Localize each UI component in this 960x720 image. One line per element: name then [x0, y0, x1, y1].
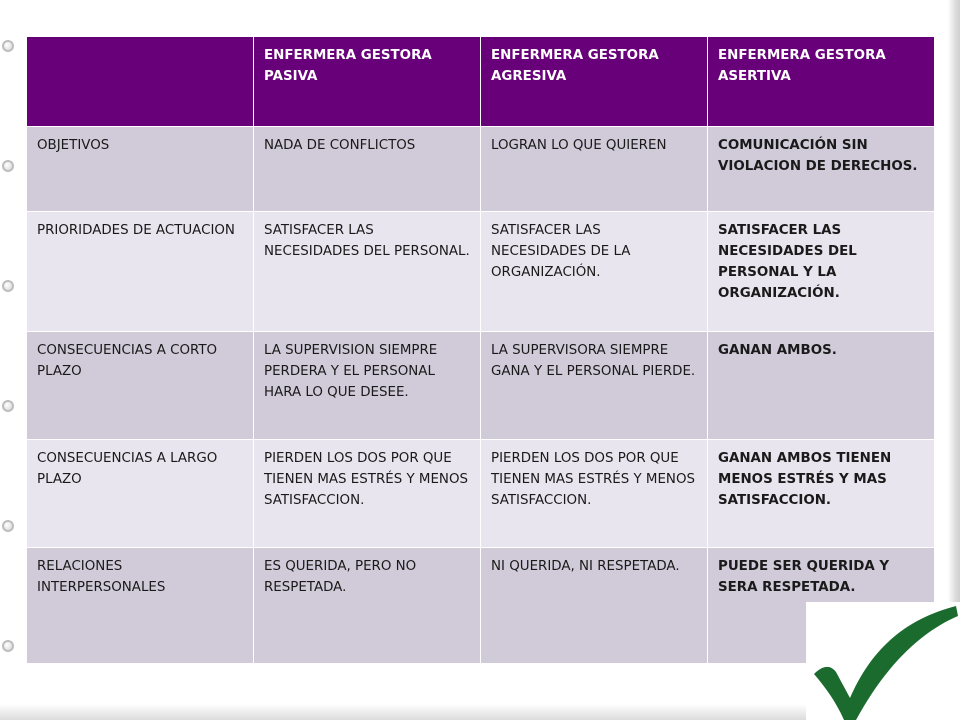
checkmark-panel: [806, 602, 960, 720]
row-category-cell: RELACIONES INTERPERSONALES: [27, 548, 254, 664]
row-category-cell: CONSECUENCIAS A CORTO PLAZO: [27, 332, 254, 440]
binder-ring-icon: [2, 40, 14, 52]
comparison-table: [26, 36, 935, 664]
pasiva-cell: ES QUERIDA, PERO NO RESPETADA.: [254, 548, 481, 664]
pasiva-cell: SATISFACER LAS NECESIDADES DEL PERSONAL.: [254, 212, 481, 332]
binder-ring-icon: [2, 400, 14, 412]
table-row: [27, 212, 935, 332]
agresiva-cell: PIERDEN LOS DOS POR QUE TIENEN MAS ESTRÉS Y MENOS SATISFACCION.: [481, 440, 708, 548]
binder-ring-icon: [2, 520, 14, 532]
agresiva-cell: NI QUERIDA, NI RESPETADA.: [481, 548, 708, 664]
binder-ring-icon: [2, 640, 14, 652]
header-cell-asertiva: ENFERMERA GESTORA ASERTIVA: [708, 37, 935, 127]
agresiva-cell: SATISFACER LAS NECESIDADES DE LA ORGANIZACIÓN.: [481, 212, 708, 332]
table-row: [27, 440, 935, 548]
asertiva-cell: SATISFACER LAS NECESIDADES DEL PERSONAL Y LA ORGANIZACIÓN.: [708, 212, 935, 332]
header-cell-empty: [27, 37, 254, 127]
asertiva-cell: GANAN AMBOS.: [708, 332, 935, 440]
binder-ring-icon: [2, 280, 14, 292]
asertiva-cell: GANAN AMBOS TIENEN MENOS ESTRÉS Y MAS SATISFACCION.: [708, 440, 935, 548]
row-category-cell: OBJETIVOS: [27, 127, 254, 212]
table-row: [27, 332, 935, 440]
agresiva-cell: LA SUPERVISORA SIEMPRE GANA Y EL PERSONAL PIERDE.: [481, 332, 708, 440]
checkmark-icon: [806, 602, 960, 720]
header-cell-agresiva: ENFERMERA GESTORA AGRESIVA: [481, 37, 708, 127]
header-cell-pasiva: ENFERMERA GESTORA PASIVA: [254, 37, 481, 127]
table-row: [27, 548, 935, 664]
asertiva-cell: PUEDE SER QUERIDA Y SERA RESPETADA.: [708, 548, 935, 664]
table-header-row: [27, 37, 935, 127]
row-category-cell: PRIORIDADES DE ACTUACION: [27, 212, 254, 332]
pasiva-cell: NADA DE CONFLICTOS: [254, 127, 481, 212]
table-row: [27, 127, 935, 212]
row-category-cell: CONSECUENCIAS A LARGO PLAZO: [27, 440, 254, 548]
agresiva-cell: LOGRAN LO QUE QUIEREN: [481, 127, 708, 212]
asertiva-cell: COMUNICACIÓN SIN VIOLACION DE DERECHOS.: [708, 127, 935, 212]
binder-ring-icon: [2, 160, 14, 172]
pasiva-cell: LA SUPERVISION SIEMPRE PERDERA Y EL PERSONAL HARA LO QUE DESEE.: [254, 332, 481, 440]
pasiva-cell: PIERDEN LOS DOS POR QUE TIENEN MAS ESTRÉS Y MENOS SATISFACCION.: [254, 440, 481, 548]
